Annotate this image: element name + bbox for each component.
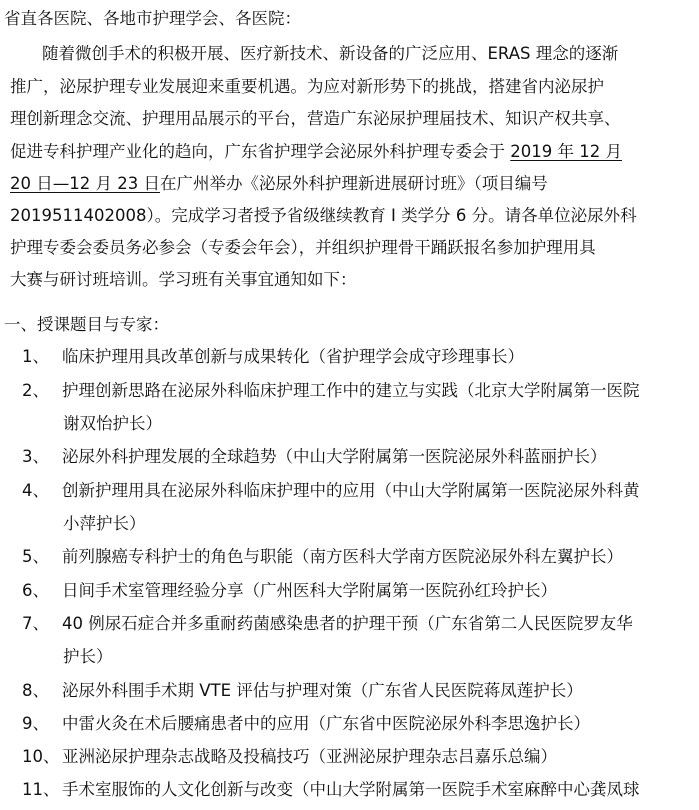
item-text: 泌尿外科护理发展的全球趋势（中山大学附属第一医院泌尿外科蓝丽护长）: [62, 447, 607, 466]
salutation: 省直各医院、各地市护理学会、各医院：: [4, 9, 301, 28]
intro-line-4-text: 促进专科护理产业化的趋向，广东省护理学会泌尿外科护理专委会于: [10, 142, 511, 161]
item-text: 创新护理用具在泌尿外科临床护理中的应用（中山大学附属第一医院泌尿外科黄: [62, 481, 640, 500]
intro-line-8: 大赛与研讨班培训。学习班有关事宜通知如下：: [10, 270, 357, 289]
item-text: 护理创新思路在泌尿外科临床护理工作中的建立与实践（北京大学附属第一医院: [62, 381, 640, 400]
item-number: 4、: [22, 481, 49, 500]
event-end-date: 20 日—12 月 23 日: [10, 174, 160, 193]
item-number: 3、: [22, 447, 49, 466]
item-text: 40 例尿石症合并多重耐药菌感染患者的护理干预（广东省第二人民医院罗友华: [62, 614, 633, 633]
event-start-date: 2019 年 12 月: [510, 142, 622, 161]
item-text: 亚洲泌尿护理杂志战略及投稿技巧（亚洲泌尿护理杂志吕嘉乐总编）: [62, 747, 557, 766]
item-text: 泌尿外科围手术期 VTE 评估与护理对策（广东省人民医院蒋凤莲护长）: [62, 681, 583, 700]
intro-line-5: [10, 174, 548, 194]
section-heading: 一、授课题目与专家：: [4, 315, 169, 334]
item-number: 8、: [22, 681, 49, 700]
intro-line-5-text: 在广州举办《泌尿外科护理新进展研讨班》（项目编号: [159, 174, 548, 193]
item-number: 6、: [22, 581, 49, 600]
intro-line-1: 随着微创手术的积极开展、医疗新技术、新设备的广泛应用、ERAS 理念的逐渐: [42, 44, 619, 63]
intro-line-2: 推广，泌尿护理专业发展迎来重要机遇。为应对新形势下的挑战，搭建省内泌尿护: [10, 77, 604, 96]
item-number: 9、: [22, 714, 49, 733]
item-text: 前列腺癌专科护士的角色与职能（南方医科大学南方医院泌尿外科左翼护长）: [62, 547, 623, 566]
item-number: 2、: [22, 381, 49, 400]
intro-line-4: [10, 142, 622, 162]
intro-line-7: 护理专委会委员务必参会（专委会年会），并组织护理骨干踊跃报名参加护理用具: [10, 238, 596, 257]
item-text: 临床护理用具改革创新与成果转化（省护理学会成守珍理事长）: [62, 347, 524, 366]
item-number: 7、: [22, 614, 49, 633]
item-number: 10、: [22, 747, 60, 766]
item-text: 手术室服饰的人文化创新与改变（中山大学附属第一医院手术室麻醉中心龚凤球: [62, 780, 640, 799]
intro-line-6: 2019511402008）。完成学习者授予省级继续教育 I 类学分 6 分。请各单位泌尿外科: [10, 206, 637, 225]
item-number: 1、: [22, 347, 49, 366]
item-text-continued: 谢双怡护长）: [63, 414, 162, 433]
item-text-continued: 小萍护长）: [63, 514, 146, 533]
item-number: 5、: [22, 547, 49, 566]
item-text-continued: 护长）: [63, 647, 113, 666]
item-text: 中雷火灸在术后腰痛患者中的应用（广东省中医院泌尿外科李思逸护长）: [62, 714, 590, 733]
item-text: 日间手术室管理经验分享（广州医科大学附属第一医院孙红玲护长）: [62, 581, 557, 600]
intro-line-3: 理创新理念交流、护理用品展示的平台，营造广东泌尿护理届技术、知识产权共享、: [10, 109, 621, 128]
item-number: 11、: [22, 780, 60, 799]
